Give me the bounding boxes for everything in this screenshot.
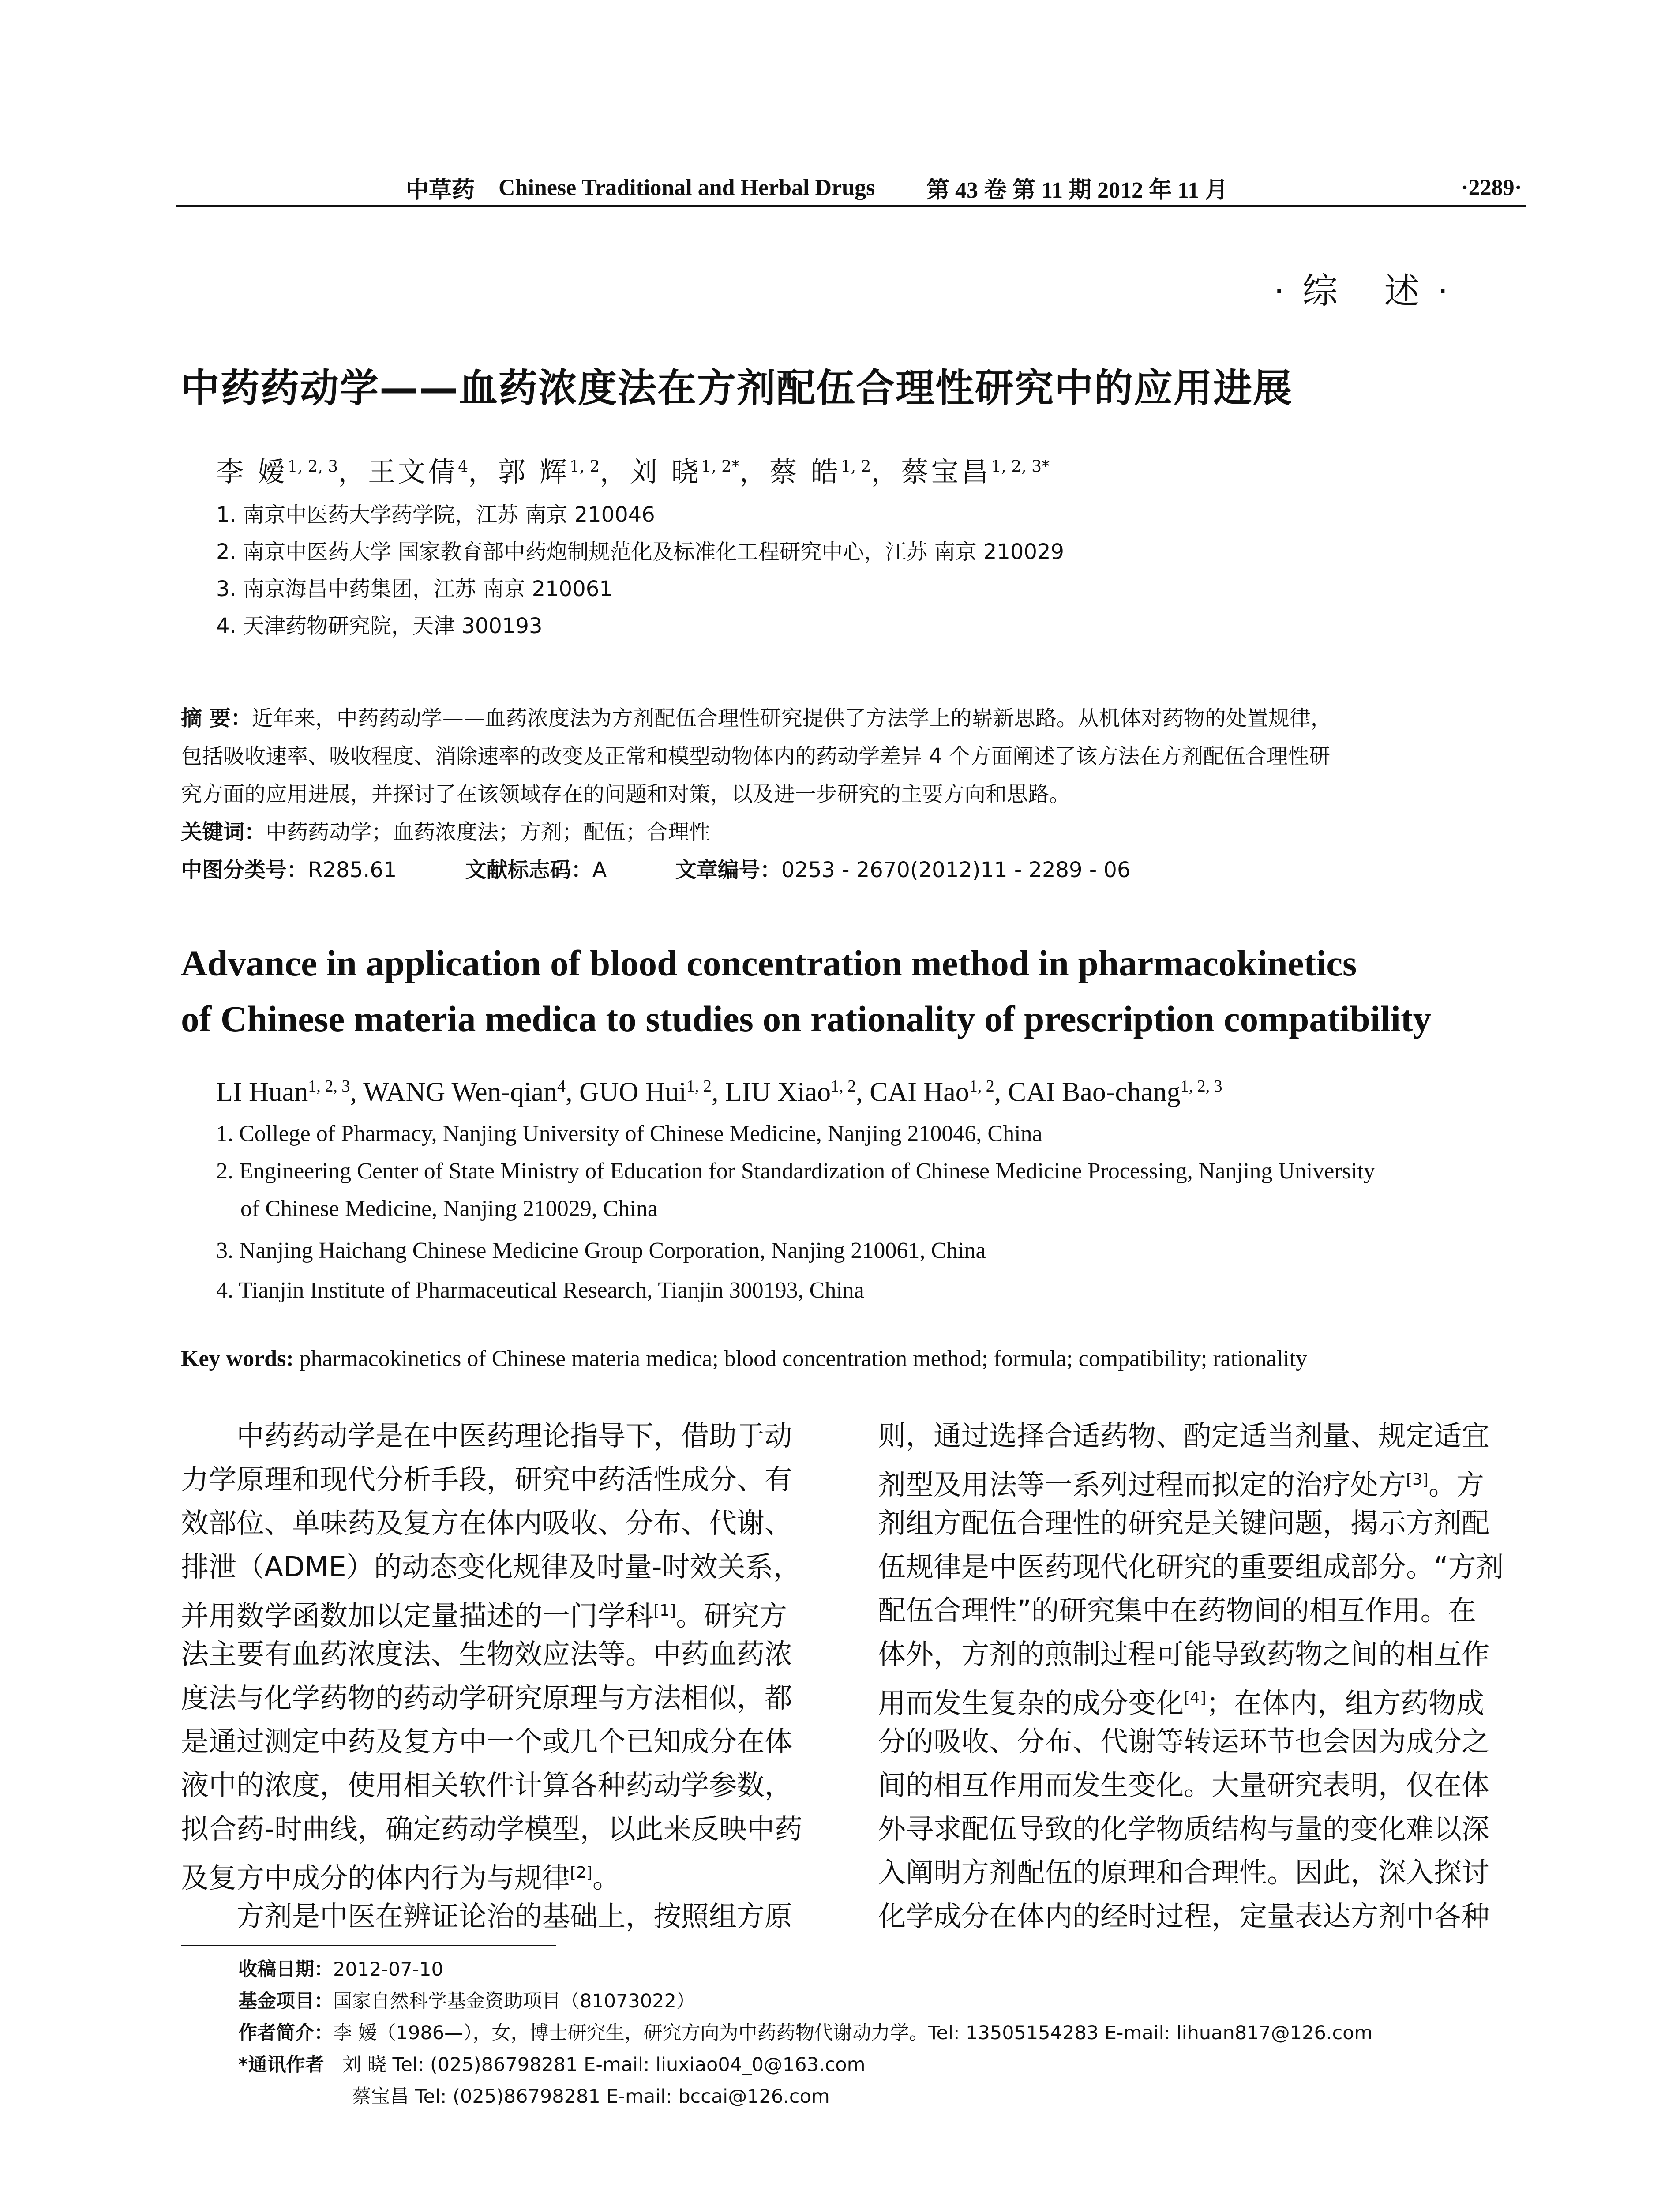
body-text-line [181,1589,829,1632]
footnote-received [238,1954,1372,1985]
abstract-text: 近年来，中药药动学——血药浓度法为方剂配伍合理性研究提供了方法学上的崭新思路。从机体对药物的处置规律， [251,706,1332,731]
article-number-value: 0253 - 2670(2012)11 - 2289 - 06 [781,858,1131,882]
author-en-affiliation-mark: 1, 2, 3 [1180,1077,1222,1095]
body-text-line [878,1501,1526,1545]
author-cn-affiliation-mark: 1, 2* [701,458,740,476]
title-en-line: of Chinese materia medica to studies on rationality of prescription compatibility [181,998,1432,1039]
body-text: 入阐明方剂配伍的原理和合理性。因此，深入探讨 [878,1857,1489,1889]
title-en-line: Advance in application of blood concentration method in pharmacokinetics [181,943,1357,983]
fund-label: 基金项目： [238,1990,333,2012]
author-en-name: GUO Hui [579,1077,686,1107]
author-cn-affiliation-mark: 1, 2 [840,458,871,476]
author-cn-name: 刘 晓 [630,456,701,488]
affiliation-cn: 3. 南京海昌中药集团，江苏 南京 210061 [216,577,613,601]
abstract-label: 摘 要： [181,706,252,731]
author-cn-affiliation-mark: 1, 2, 3* [991,458,1050,476]
keywords-cn [181,813,710,851]
body-text-line [181,1545,829,1589]
body-text-line [878,1414,1526,1458]
corresponding-label: *通讯作者 [238,2054,324,2076]
affiliation-en: 2. Engineering Center of State Ministry of Education for Standardization of Chinese Medicine Processing, Nanjing University [216,1159,1375,1184]
body-text: 法主要有血药浓度法、生物效应法等。中药血药浓 [181,1638,792,1670]
body-text-line [878,1589,1526,1632]
body-text: 则，通过选择合适药物、酌定适当剂量、规定适宜 [878,1420,1489,1452]
keywords-en-label: Key words: [181,1346,294,1371]
received-date: 2012-07-10 [333,1958,443,1981]
body-text: 。方 [1429,1469,1484,1501]
clc-value: R285.61 [308,858,397,882]
body-text: 度法与化学药物的药动学研究原理与方法相似，都 [181,1682,792,1714]
author-en-affiliation-mark: 4 [557,1077,566,1095]
bio-text: 李 嫒（1986—），女，博士研究生，研究方向为中药药物代谢动力学。Tel: 13505154283 E-mail: lihuan817@126.com [333,2022,1373,2044]
fund-text: 国家自然科学基金资助项目（81073022） [333,1990,695,2012]
body-text: 剂组方配伍合理性的研究是关键问题，揭示方剂配 [878,1507,1489,1539]
author-cn-name: 郭 辉 [498,456,570,488]
body-text-line [181,1720,829,1763]
affiliation-en: 1. College of Pharmacy, Nanjing University of Chinese Medicine, Nanjing 210046, China [216,1121,1042,1146]
received-label: 收稿日期： [238,1958,333,1981]
body-text: 剂型及用法等一系列过程而拟定的治疗处方 [878,1469,1406,1501]
citation-ref: [4] [1184,1689,1206,1707]
journal-name-en: Chinese Traditional and Herbal Drugs [499,175,875,200]
body-text-line [878,1632,1526,1676]
abstract-line [181,699,1332,737]
footnote-divider [181,1945,556,1946]
author-cn-affiliation-mark: 4 [458,458,469,476]
author-en-name: CAI Hao [870,1077,969,1107]
footnote-bio [238,2017,1372,2049]
body-column-left [181,1414,829,1938]
body-text: 液中的浓度，使用相关软件计算各种药动学参数， [181,1769,792,1801]
body-text-line [878,1895,1526,1938]
affiliation-cn: 2. 南京中医药大学 国家教育部中药炮制规范化及标准化工程研究中心，江苏 南京 210029 [216,540,1065,564]
body-text: 外寻求配伍导致的化学物质结构与量的变化难以深 [878,1813,1489,1845]
body-text-line [878,1851,1526,1895]
bio-label: 作者简介： [238,2022,333,2044]
body-text-line [181,1501,829,1545]
authors-cn: 李 嫒$^{1, 2, 3}$，王文倩$^4$，郭 辉$^{1, 2}$，刘 晓$^{1, 2*}$，蔡 皓$^{1, 2}$，蔡宝昌$^{1, 2, 3*}$ [216,456,1050,488]
author-cn-name: 王文倩 [368,456,458,488]
footnotes [238,1954,1372,2112]
citation-ref: [1] [653,1602,676,1620]
body-text-line [181,1458,829,1501]
article-title-en [181,935,1549,1047]
body-text-line [181,1676,829,1720]
body-text: 配伍合理性”的研究集中在药物间的相互作用。在 [878,1594,1476,1627]
body-text-line [878,1807,1526,1851]
body-text: 拟合药-时曲线，确定药动学模型，以此来反映中药 [181,1813,802,1845]
author-en-affiliation-mark: 1, 2 [831,1077,856,1095]
body-text: ；在体内，组方药物成 [1206,1687,1484,1719]
body-text: 。研究方 [676,1600,787,1632]
author-en-affiliation-mark: 1, 2, 3 [308,1077,350,1095]
body-text: 效部位、单味药及复方在体内吸收、分布、代谢、 [181,1507,792,1539]
affiliation-en: 4. Tianjin Institute of Pharmaceutical Research, Tianjin 300193, China [216,1278,864,1303]
keywords-cn-label: 关键词： [181,820,266,844]
body-text-line [181,1895,829,1938]
body-text: 化学成分在体内的经时过程，定量表达方剂中各种 [878,1900,1489,1932]
doc-code-value: A [592,858,607,882]
body-text: 排泄（ADME）的动态变化规律及时量-时效关系， [181,1551,801,1583]
citation-ref: [3] [1406,1471,1429,1489]
body-text: 伍规律是中医药现代化研究的重要组成部分。“方剂 [878,1551,1504,1583]
body-text: 并用数学函数加以定量描述的一门学科 [181,1600,653,1632]
abstract-line: 包括吸收速率、吸收程度、消除速率的改变及正常和模型动物体内的药动学差异 4 个方面阐述了该方法在方剂配伍合理性研 [181,744,1331,769]
body-text-line [878,1545,1526,1589]
classification-line [181,851,1130,889]
keywords-cn-text: 中药药动学；血药浓度法；方剂；配伍；合理性 [266,820,711,844]
author-cn-affiliation-mark: 1, 2 [569,458,600,476]
body-text: 间的相互作用而发生变化。大量研究表明，仅在体 [878,1769,1489,1801]
body-column-right [878,1414,1526,1938]
body-text-line [878,1720,1526,1763]
body-text: 力学原理和现代分析手段，研究中药活性成分、有 [181,1463,792,1496]
author-en-affiliation-mark: 1, 2 [686,1077,712,1095]
author-cn-name: 李 嫒 [216,456,288,488]
affiliation-cn: 4. 天津药物研究院，天津 300193 [216,614,543,638]
footnote-corresponding [238,2049,1372,2081]
keywords-en-text: pharmacokinetics of Chinese materia medica; blood concentration method; formula; compatibility; rationality [299,1346,1308,1371]
affiliation-cn: 1. 南京中医药大学药学院，江苏 南京 210046 [216,503,655,527]
footnote-fund [238,1985,1372,2017]
author-cn-name: 蔡宝昌 [901,456,991,488]
body-text: 是通过测定中药及复方中一个或几个已知成分在体 [181,1726,792,1758]
body-text-line [181,1632,829,1676]
body-text-line [181,1851,829,1895]
body-text: 中药药动学是在中医药理论指导下，借助于动 [181,1420,792,1452]
body-text-line [181,1414,829,1458]
body-text-line [181,1807,829,1851]
header-divider [176,205,1526,207]
authors-en: LI Huan$^{1, 2, 3}$, WANG Wen-qian$^4$, GUO Hui$^{1, 2}$, LIU Xiao$^{1, 2}$, CAI Hao$^{1, 2}$, CAI Bao-chang$^{1, 2, 3}$ [216,1077,1222,1107]
article-number-label: 文章编号： [675,858,781,882]
corresponding-author-1: 刘 晓 Tel: (025)86798281 E-mail: liuxiao04_0@163.com [342,2054,866,2076]
author-en-name: CAI Bao-chang [1008,1077,1181,1107]
abstract-line: 究方面的应用进展，并探讨了在该领域存在的问题和对策，以及进一步研究的主要方向和思路。 [181,782,1071,807]
body-text: 方剂是中医在辨证论治的基础上，按照组方原 [181,1900,792,1932]
citation-ref: [2] [570,1864,592,1882]
body-text: 体外，方剂的煎制过程可能导致药物之间的相互作 [878,1638,1489,1670]
page-number: ·2289· [1461,175,1522,200]
affiliation-en: 3. Nanjing Haichang Chinese Medicine Group Corporation, Nanjing 210061, China [216,1238,986,1263]
clc-label: 中图分类号： [181,858,308,882]
author-en-affiliation-mark: 1, 2 [969,1077,994,1095]
body-text-line [878,1458,1526,1501]
body-text-line [181,1763,829,1807]
article-title-cn: 中药药动学——血药浓度法在方剂配伍合理性研究中的应用进展 [181,365,1293,411]
body-text: 分的吸收、分布、代谢等转运环节也会因为成分之 [878,1726,1489,1758]
body-text-line [878,1763,1526,1807]
body-text: 用而发生复杂的成分变化 [878,1687,1184,1719]
author-cn-name: 蔡 皓 [769,456,841,488]
section-label: ·综 述· [1273,270,1466,311]
author-en-name: WANG Wen-qian [363,1077,558,1107]
journal-name-cn: 中草药 [406,177,475,203]
doc-code-label: 文献标志码： [465,858,592,882]
author-cn-affiliation-mark: 1, 2, 3 [287,458,338,476]
corresponding-author-2: 蔡宝昌 Tel: (025)86798281 E-mail: bccai@126.com [352,2086,830,2108]
author-en-name: LIU Xiao [725,1077,831,1107]
body-text: 及复方中成分的体内行为与规律 [181,1862,570,1894]
author-en-name: LI Huan [216,1077,308,1107]
running-header [176,168,1526,207]
body-text: 。 [592,1862,620,1894]
body-text-line [878,1676,1526,1720]
affiliation-en: of Chinese Medicine, Nanjing 210029, China [240,1196,658,1221]
keywords-en [181,1346,1307,1372]
issue-info: 第 43 卷 第 11 期 2012 年 11 月 [926,177,1228,203]
